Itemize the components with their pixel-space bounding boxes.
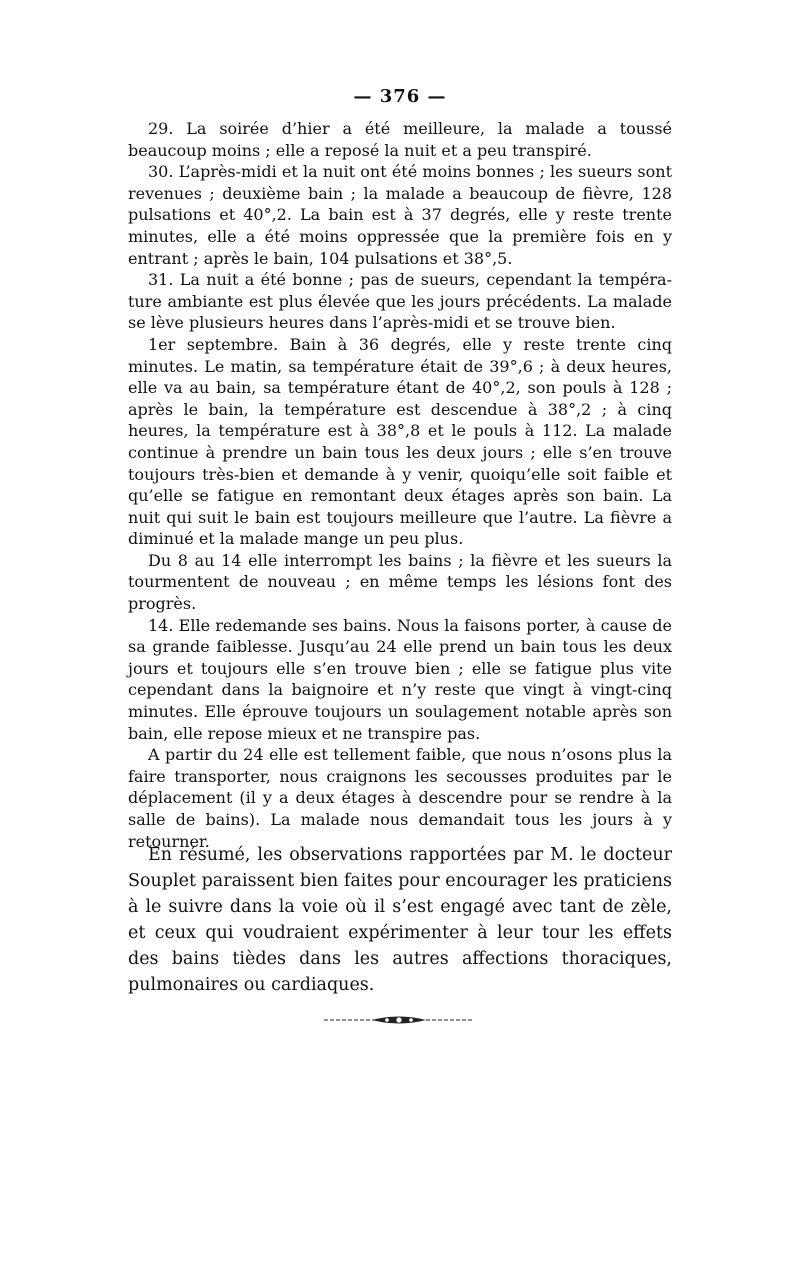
paragraph-from-24: A partir du 24 elle est tellement faible, que nous n’osons plus la faire transporter, nous craignons les secousses produites par le déplacement (il y a deux étages à descendre pour se rendre à la salle de bains). La malade nous demandait tous les jours à y retourner.	[128, 745, 672, 851]
paragraph-september-1: 1er septembre. Bain à 36 degrés, elle y reste trente cinq minutes. Le matin, sa température était de 39°,6 ; à deux heures, elle va au bain, sa température étant de 40°,2, son pouls à 128 ; après le bain, la température est descendue à 38°,2 ; à cinq heures, la température est à 38°,8 et le pouls à 112. La malade continue à prendre un bain tous les deux jours ; elle s’en trouve toujours très-bien et demande à y venir, quoiqu’elle soit faible et qu’elle se fatigue en remontant deux étages après son bain. La nuit qui suit le bain est toujours meilleure que l’autre. La fièvre a diminué et la malade mange un peu plus.	[128, 334, 672, 549]
end-ornament-divider	[324, 1014, 474, 1026]
case-observation-text	[128, 118, 672, 852]
paragraph-day-29: 29. La soirée d’hier a été meilleure, la malade a toussé beaucoup moins ; elle a reposé la nuit et a peu transpiré.	[128, 119, 672, 160]
page-number: — 376 —	[353, 86, 447, 107]
summary-section	[128, 842, 672, 998]
paragraph-day-31: 31. La nuit a été bonne ; pas de sueurs, cependant la température ambiante est plus élevée que les jours précédents. La malade se lève plusieurs heures dans l’après-midi et se trouve bien.	[128, 270, 672, 333]
paragraph-day-14: 14. Elle redemande ses bains. Nous la faisons porter, à cause de sa grande faiblesse. Jusqu’au 24 elle prend un bain tous les deux jours et toujours elle s’en trouve bien ; elle se fatigue plus vite cependant dans la baignoire et n’y reste que vingt à vingt-cinq minutes. Elle éprouve toujours un soulagement notable après son bain, elle repose mieux et ne transpire pas.	[128, 615, 672, 743]
paragraph-8-to-14: Du 8 au 14 elle interrompt les bains ; la fièvre et les sueurs la tourmentent de nouveau ; en même temps les lésions font des progrès.	[128, 550, 672, 614]
paragraph-day-30: 30. L’après-midi et la nuit ont été moins bonnes ; les sueurs sont revenues ; deuxième bain ; la malade a beaucoup de fièvre, 128 pulsations et 40°,2. La bain est à 37 degrés, elle y reste trente minutes, elle a été moins oppressée que la première fois en y entrant ; après le bain, 104 pulsations et 38°,5.	[128, 162, 672, 268]
summary-paragraph: En résumé, les observations rapportées par M. le docteur Souplet paraissent bien faites pour encourager les praticiens à le suivre dans la voie où il s’est engagé avec tant de zèle, et ceux qui voudraient expérimenter à leur tour les effets des bains tièdes dans les autres affections thoraciques, pulmonaires ou cardiaques.	[128, 845, 672, 995]
